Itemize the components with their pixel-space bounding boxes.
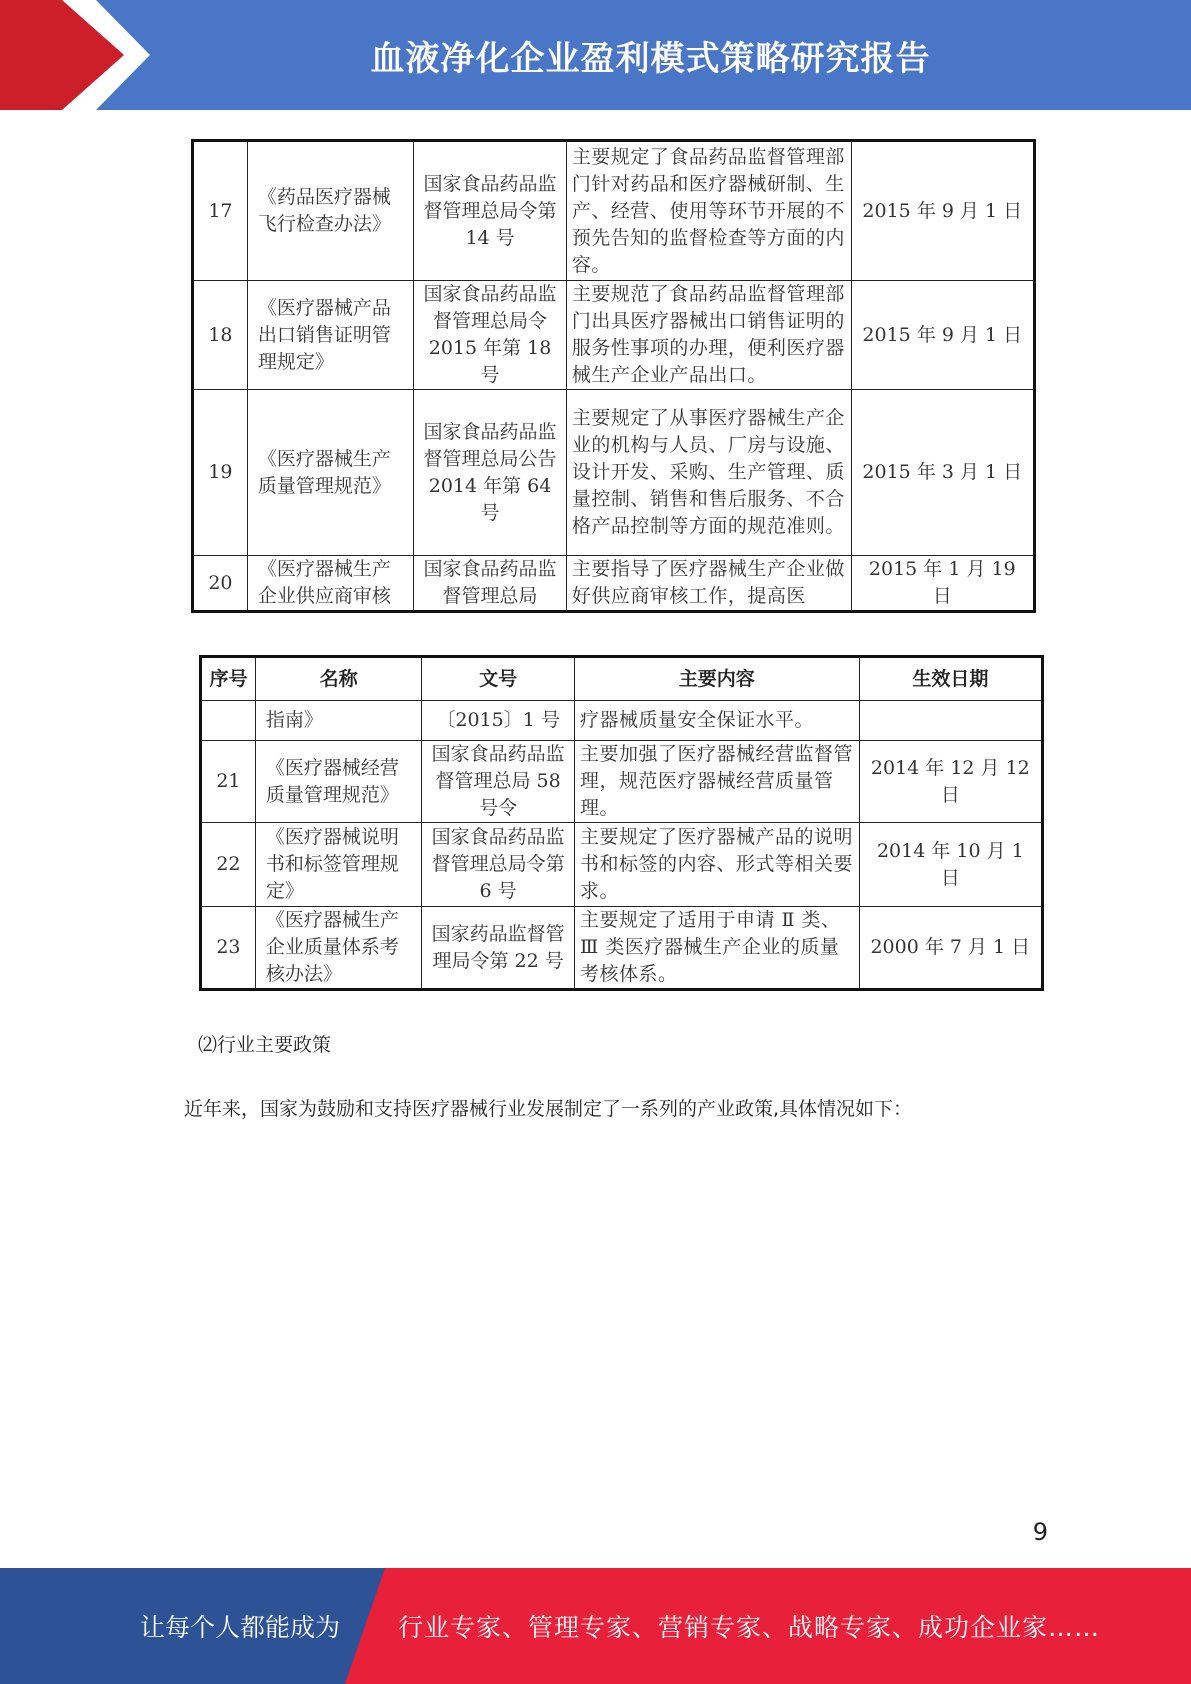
document-number: 国家食品药品监督管理总局 58 号令 <box>422 741 575 823</box>
footer-slogan-right: 行业专家、管理专家、营销专家、战略专家、成功企业家…… <box>398 1613 1101 1642</box>
row-number: 19 <box>193 390 248 556</box>
document-number: 国家食品药品监督管理总局 <box>414 556 567 612</box>
regulation-name: 《医疗器械生产质量管理规范》 <box>247 390 413 556</box>
effective-date <box>859 701 1042 741</box>
section-heading: ⑵行业主要政策 <box>198 1034 332 1056</box>
regulation-name: 《医疗器械产品出口销售证明管理规定》 <box>247 281 413 390</box>
table-row <box>201 701 1043 741</box>
table-row <box>193 281 1035 390</box>
row-number: 18 <box>193 281 248 390</box>
main-content: 主要规范了食品药品监督管理部门出具医疗器械出口销售证明的服务性事项的办理，便利医疗器械生产企业产品出口。 <box>566 281 851 390</box>
page-footer <box>0 1568 1191 1684</box>
document-number: 国家食品药品监督管理总局令第 14 号 <box>414 141 567 281</box>
document-number: 国家食品药品监督管理总局令第 6 号 <box>422 823 575 907</box>
document-number: 国家食品药品监督管理总局公告 2014 年第 64 号 <box>414 390 567 556</box>
row-number: 21 <box>201 741 256 823</box>
main-content: 主要规定了从事医疗器械生产企业的机构与人员、厂房与设施、设计开发、采购、生产管理、质量控制、销售和售后服务、不合格产品控制等方面的规范准则。 <box>566 390 851 556</box>
main-content: 主要加强了医疗器械经营监督管理，规范医疗器械经营质量管理。 <box>574 741 859 823</box>
main-content: 主要指导了医疗器械生产企业做好供应商审核工作，提高医 <box>566 556 851 612</box>
column-header-date: 生效日期 <box>859 657 1042 701</box>
table-row <box>201 823 1043 907</box>
regulation-name: 《医疗器械经营质量管理规范》 <box>255 741 421 823</box>
page-header <box>0 0 1191 110</box>
row-number: 22 <box>201 823 256 907</box>
page-title: 血液净化企业盈利模式策略研究报告 <box>370 38 931 79</box>
table-row <box>193 390 1035 556</box>
row-number <box>201 701 256 741</box>
effective-date: 2015 年 3 月 1 日 <box>851 390 1034 556</box>
column-header-number: 序号 <box>201 657 256 701</box>
page-number: 9 <box>1032 1518 1048 1546</box>
column-header-document: 文号 <box>422 657 575 701</box>
body-paragraph: 近年来，国家为鼓励和支持医疗器械行业发展制定了一系列的产业政策,具体情况如下： <box>184 1098 913 1120</box>
main-content: 主要规定了食品药品监督管理部门针对药品和医疗器械研制、生产、经营、使用等环节开展的不预先告知的监督检查等方面的内容。 <box>566 141 851 281</box>
column-header-name: 名称 <box>255 657 421 701</box>
table-row <box>201 907 1043 990</box>
row-number: 23 <box>201 907 256 990</box>
effective-date: 2014 年 12 月 12 日 <box>859 741 1042 823</box>
table-row <box>193 556 1035 612</box>
regulation-name: 《医疗器械生产企业供应商审核 <box>247 556 413 612</box>
regulation-table <box>199 655 1044 991</box>
effective-date: 2015 年 9 月 1 日 <box>851 281 1034 390</box>
effective-date: 2015 年 9 月 1 日 <box>851 141 1034 281</box>
footer-slogan-left: 让每个人都能成为 <box>140 1613 341 1642</box>
main-content: 疗器械质量安全保证水平。 <box>574 701 859 741</box>
document-number: 〔2015〕1 号 <box>422 701 575 741</box>
main-content: 主要规定了适用于申请 Ⅱ 类、Ⅲ 类医疗器械生产企业的质量考核体系。 <box>574 907 859 990</box>
document-number: 国家药品监督管理局令第 22 号 <box>422 907 575 990</box>
row-number: 20 <box>193 556 248 612</box>
column-header-content: 主要内容 <box>574 657 859 701</box>
regulation-name: 《医疗器械说明书和标签管理规定》 <box>255 823 421 907</box>
regulation-name: 《医疗器械生产企业质量体系考核办法》 <box>255 907 421 990</box>
regulation-name: 指南》 <box>255 701 421 741</box>
regulation-table-continued <box>191 139 1036 613</box>
table-header-row <box>201 657 1043 701</box>
header-chevron-icon <box>0 0 160 110</box>
table-row <box>193 141 1035 281</box>
regulation-name: 《药品医疗器械飞行检查办法》 <box>247 141 413 281</box>
effective-date: 2015 年 1 月 19 日 <box>851 556 1034 612</box>
main-content: 主要规定了医疗器械产品的说明书和标签的内容、形式等相关要求。 <box>574 823 859 907</box>
document-number: 国家食品药品监督管理总局令 2015 年第 18 号 <box>414 281 567 390</box>
table-row <box>201 741 1043 823</box>
effective-date: 2014 年 10 月 1 日 <box>859 823 1042 907</box>
effective-date: 2000 年 7 月 1 日 <box>859 907 1042 990</box>
row-number: 17 <box>193 141 248 281</box>
